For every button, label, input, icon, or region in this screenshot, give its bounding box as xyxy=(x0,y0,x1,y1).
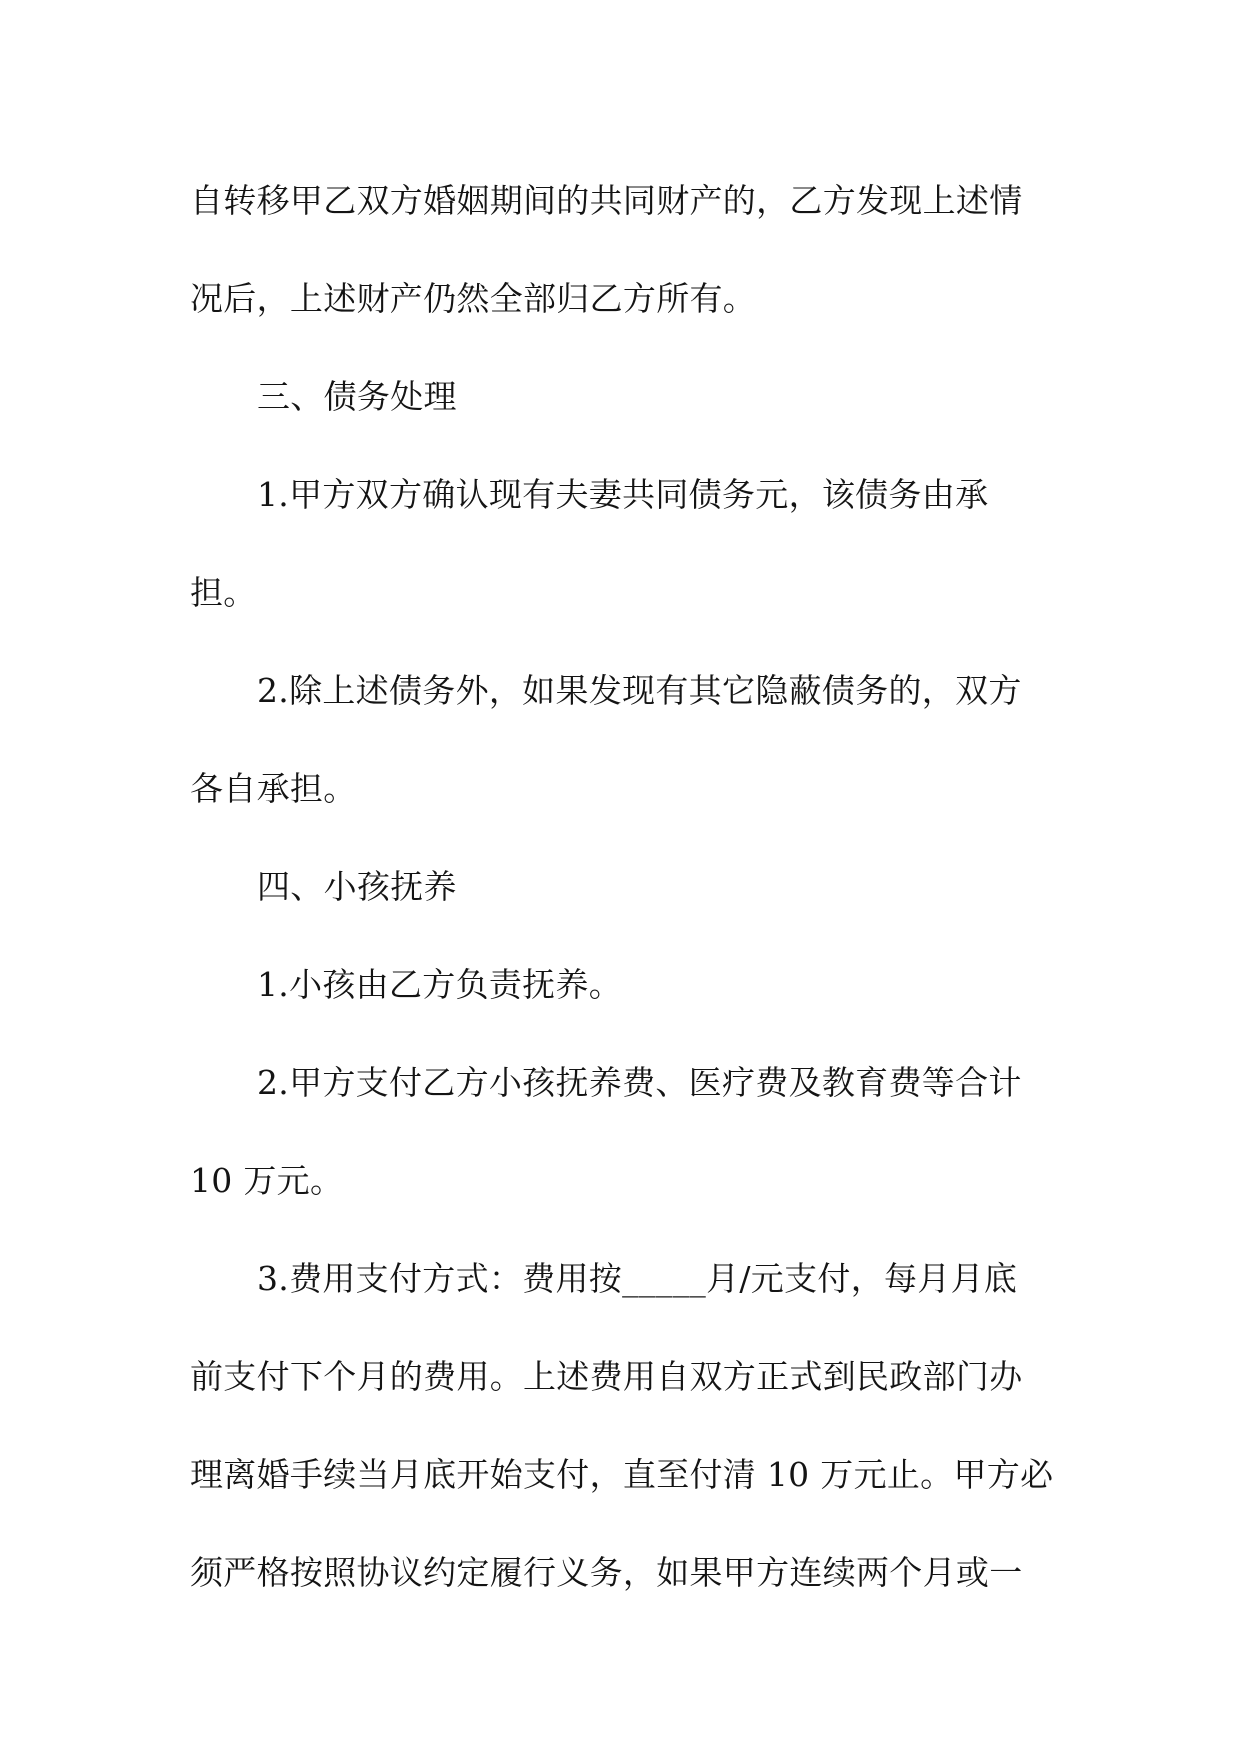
custody-item-3: 3.费用支付方式：费用按_____月/元支付，每月月底 xyxy=(257,1259,1018,1298)
custody-item-2-continuation: 10 万元。 xyxy=(190,1161,344,1200)
section-heading-debt: 三、债务处理 xyxy=(257,377,457,416)
custody-item-1: 1.小孩由乙方负责抚养。 xyxy=(257,965,623,1004)
debt-item-2: 2.除上述债务外，如果发现有其它隐蔽债务的，双方 xyxy=(257,671,1022,710)
custody-item-3-continuation-3: 须严格按照协议约定履行义务，如果甲方连续两个月或一 xyxy=(190,1553,1023,1592)
custody-item-2: 2.甲方支付乙方小孩抚养费、医疗费及教育费等合计 xyxy=(257,1063,1022,1102)
continuation-line-property-end: 况后，上述财产仍然全部归乙方所有。 xyxy=(190,279,757,318)
debt-item-1: 1.甲方双方确认现有夫妻共同债务元，该债务由承 xyxy=(257,475,989,514)
custody-item-3-continuation-2: 理离婚手续当月底开始支付，直至付清 10 万元止。甲方必 xyxy=(190,1455,1054,1494)
debt-item-1-continuation: 担。 xyxy=(190,573,257,612)
debt-item-2-continuation: 各自承担。 xyxy=(190,769,357,808)
continuation-line-property: 自转移甲乙双方婚姻期间的共同财产的，乙方发现上述情 xyxy=(190,181,1023,220)
section-heading-child-custody: 四、小孩抚养 xyxy=(257,867,457,906)
custody-item-3-continuation-1: 前支付下个月的费用。上述费用自双方正式到民政部门办 xyxy=(190,1357,1023,1396)
